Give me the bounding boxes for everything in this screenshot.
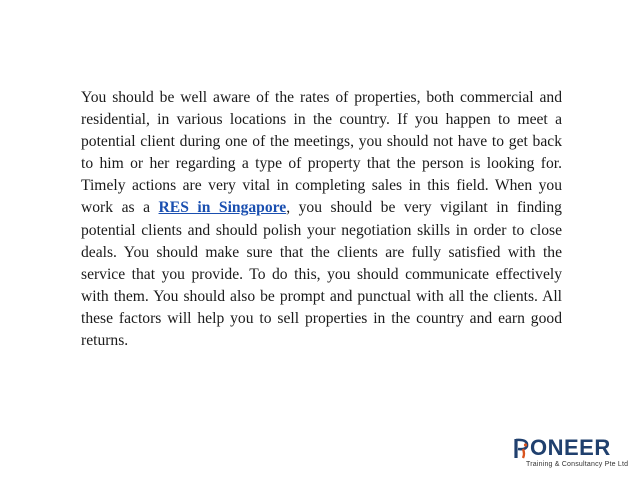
paragraph-text-end: , you should be very vigilant in finding potential clients and should polish your negotiation skills in order to close deals. You should make sure that the clients are fully satisfied with the service that you provide. To do this, you should communicate effectively with them. You should also be prompt and punctual with all the clients. All these factors will help you to sell properties in the country and earn good returns. xyxy=(81,199,562,350)
body-paragraph xyxy=(81,87,562,352)
logo-name-text: ONEER xyxy=(530,435,611,460)
logo-p-mark-icon xyxy=(514,437,530,459)
logo-wordmark xyxy=(514,437,611,459)
pioneer-logo xyxy=(514,437,632,473)
logo-tagline: Training & Consultancy Pte Ltd xyxy=(526,461,629,468)
paragraph-text-start: You should be well aware of the rates of properties, both commercial and residential, in various locations in the country. If you happen to meet a potential client during one of the meetings, you should not have to get back to him or her regarding a type of property that the person is looking for. Timely actions are very vital in completing sales in this field. When you work as a xyxy=(81,89,562,217)
res-in-singapore-link[interactable]: RES in Singapore xyxy=(158,199,287,217)
